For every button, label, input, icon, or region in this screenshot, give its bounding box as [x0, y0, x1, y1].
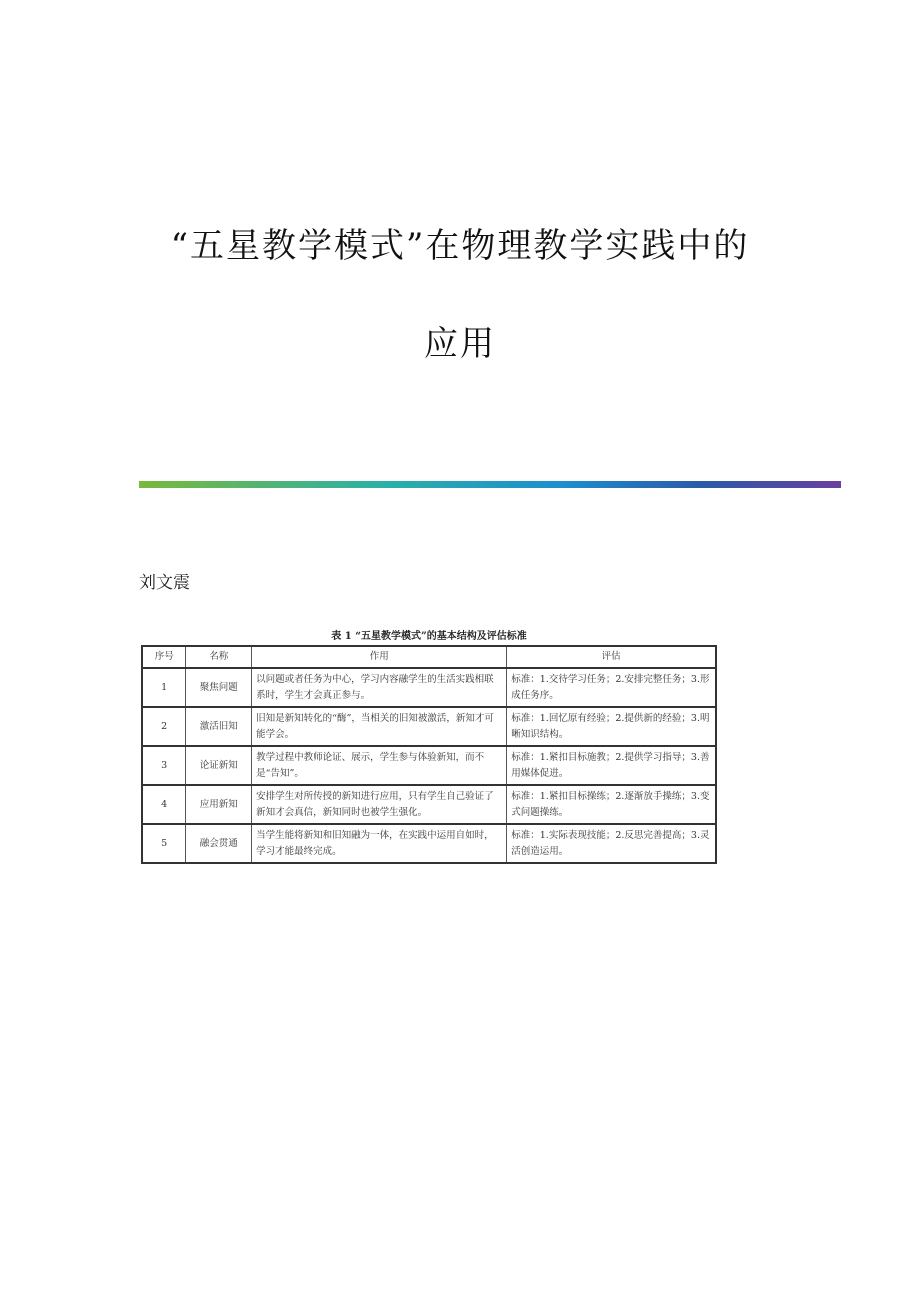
document-title-line-2: 应用 [424, 324, 496, 364]
row-number: 5 [142, 824, 186, 863]
row-name: 论证新知 [186, 746, 252, 785]
table-row [142, 746, 716, 785]
row-evaluation: 标准：1.实际表现技能；2.反思完善提高；3.灵活创造运用。 [507, 824, 716, 863]
row-number: 2 [142, 707, 186, 746]
row-evaluation: 标准：1.交待学习任务；2.安排完整任务；3.形成任务序。 [507, 668, 716, 707]
row-name: 应用新知 [186, 785, 252, 824]
row-function: 当学生能将新知和旧知融为一体，在实践中运用自如时，学习才能最终完成。 [252, 824, 507, 863]
gradient-divider [139, 481, 841, 488]
table-row [142, 707, 716, 746]
author-name: 刘文震 [139, 573, 190, 593]
row-evaluation: 标准：1.紧扣目标施教；2.提供学习指导；3.善用媒体促进。 [507, 746, 716, 785]
header-name: 名称 [186, 646, 252, 668]
row-function: 教学过程中教师论证、展示，学生参与体验新知，而不是“告知”。 [252, 746, 507, 785]
row-evaluation: 标准：1.回忆原有经验；2.提供新的经验；3.明晰知识结构。 [507, 707, 716, 746]
header-number: 序号 [142, 646, 186, 668]
row-function: 旧知是新知转化的“酶”，当相关的旧知被激活，新知才可能学会。 [252, 707, 507, 746]
table-caption: 表 1 “五星教学模式”的基本结构及评估标准 [331, 631, 527, 642]
table-row [142, 785, 716, 824]
row-evaluation: 标准：1.紧扣目标操练；2.逐渐放手操练；3.变式问题操练。 [507, 785, 716, 824]
row-name: 聚焦问题 [186, 668, 252, 707]
row-name: 融会贯通 [186, 824, 252, 863]
table-row [142, 824, 716, 863]
evaluation-table [141, 645, 717, 864]
row-number: 4 [142, 785, 186, 824]
row-name: 激活旧知 [186, 707, 252, 746]
row-function: 以问题或者任务为中心，学习内容融学生的生活实践相联系时，学生才会真正参与。 [252, 668, 507, 707]
header-function: 作用 [252, 646, 507, 668]
row-function: 安排学生对所传授的新知进行应用，只有学生自己验证了新知才会真信，新知同时也被学生强化。 [252, 785, 507, 824]
header-evaluation: 评估 [507, 646, 716, 668]
row-number: 1 [142, 668, 186, 707]
table-header-row [142, 646, 716, 668]
table-row [142, 668, 716, 707]
row-number: 3 [142, 746, 186, 785]
document-title-line-1: “五星教学模式”在物理教学实践中的 [170, 226, 750, 266]
